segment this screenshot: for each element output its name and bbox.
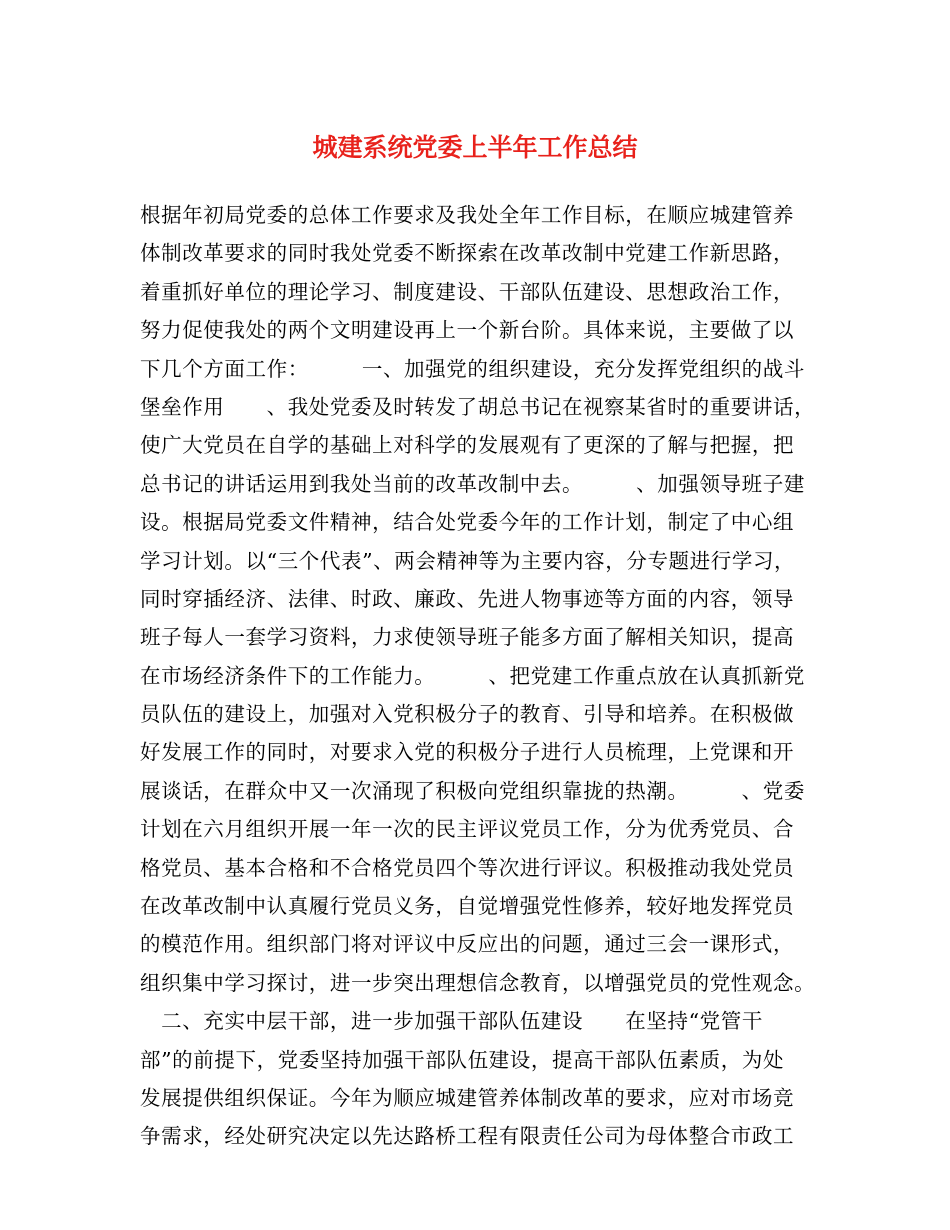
body-line: 争需求，经处研究决定以先达路桥工程有限责任公司为母体整合市政工 xyxy=(140,1124,795,1149)
body-line: 体制改革要求的同时我处党委不断探索在改革改制中党建工作新思路， xyxy=(140,241,795,266)
document-title: 城建系统党委上半年工作总结 xyxy=(312,133,638,162)
body-line: 根据年初局党委的总体工作要求及我处全年工作目标，在顺应城建管养 xyxy=(140,203,795,227)
body-line: 组织集中学习探讨，进一步突出理想信念教育，以增强党员的党性观念。 xyxy=(140,970,816,995)
document-body xyxy=(140,196,820,1156)
body-line: 二、充实中层干部，进一步加强干部队伍建设 在坚持“党管干 xyxy=(140,1009,763,1034)
body-line: 计划在六月组织开展一年一次的民主评议党员工作，分为优秀党员、合 xyxy=(140,817,795,842)
body-line: 格党员、基本合格和不合格党员四个等次进行评议。积极推动我处党员 xyxy=(140,855,795,880)
body-line: 在市场经济条件下的工作能力。 、把党建工作重点放在认真抓新党 xyxy=(140,663,805,688)
body-line: 着重抓好单位的理论学习、制度建设、干部队伍建设、思想政治工作， xyxy=(140,279,795,304)
body-line: 好发展工作的同时，对要求入党的积极分子进行人员梳理，上党课和开 xyxy=(140,740,795,765)
body-line: 班子每人一套学习资料，力求使领导班子能多方面了解相关知识，提高 xyxy=(140,625,795,650)
body-line: 员队伍的建设上，加强对入党积极分子的教育、引导和培养。在积极做 xyxy=(140,702,795,727)
body-line: 努力促使我处的两个文明建设再上一个新台阶。具体来说，主要做了以 xyxy=(140,318,795,343)
body-line: 展谈话，在群众中又一次涌现了积极向党组织靠拢的热潮。 、党委 xyxy=(140,778,805,803)
body-line: 的模范作用。组织部门将对评议中反应出的问题，通过三会一课形式， xyxy=(140,932,795,957)
body-line: 发展提供组织保证。今年为顺应城建管养体制改革的要求，应对市场竞 xyxy=(140,1085,795,1110)
body-line: 总书记的讲话运用到我处当前的改革改制中去。 、加强领导班子建 xyxy=(140,471,805,496)
body-line: 同时穿插经济、法律、时政、廉政、先进人物事迹等方面的内容，领导 xyxy=(140,586,795,611)
body-line: 部”的前提下，党委坚持加强干部队伍建设，提高干部队伍素质，为处 xyxy=(140,1047,785,1072)
body-line: 使广大党员在自学的基础上对科学的发展观有了更深的了解与把握，把 xyxy=(140,433,795,458)
body-line: 堡垒作用 、我处党委及时转发了胡总书记在视察某省时的重要讲话， xyxy=(140,394,816,419)
body-line: 在改革改制中认真履行党员义务，自觉增强党性修养，较好地发挥党员 xyxy=(140,894,795,919)
body-line: 下几个方面工作： 一、加强党的组织建设，充分发挥党组织的战斗 xyxy=(140,356,805,381)
body-line: 学习计划。以“三个代表”、两会精神等为主要内容，分专题进行学习， xyxy=(140,548,796,573)
body-line: 设。根据局党委文件精神，结合处党委今年的工作计划，制定了中心组 xyxy=(140,510,795,535)
